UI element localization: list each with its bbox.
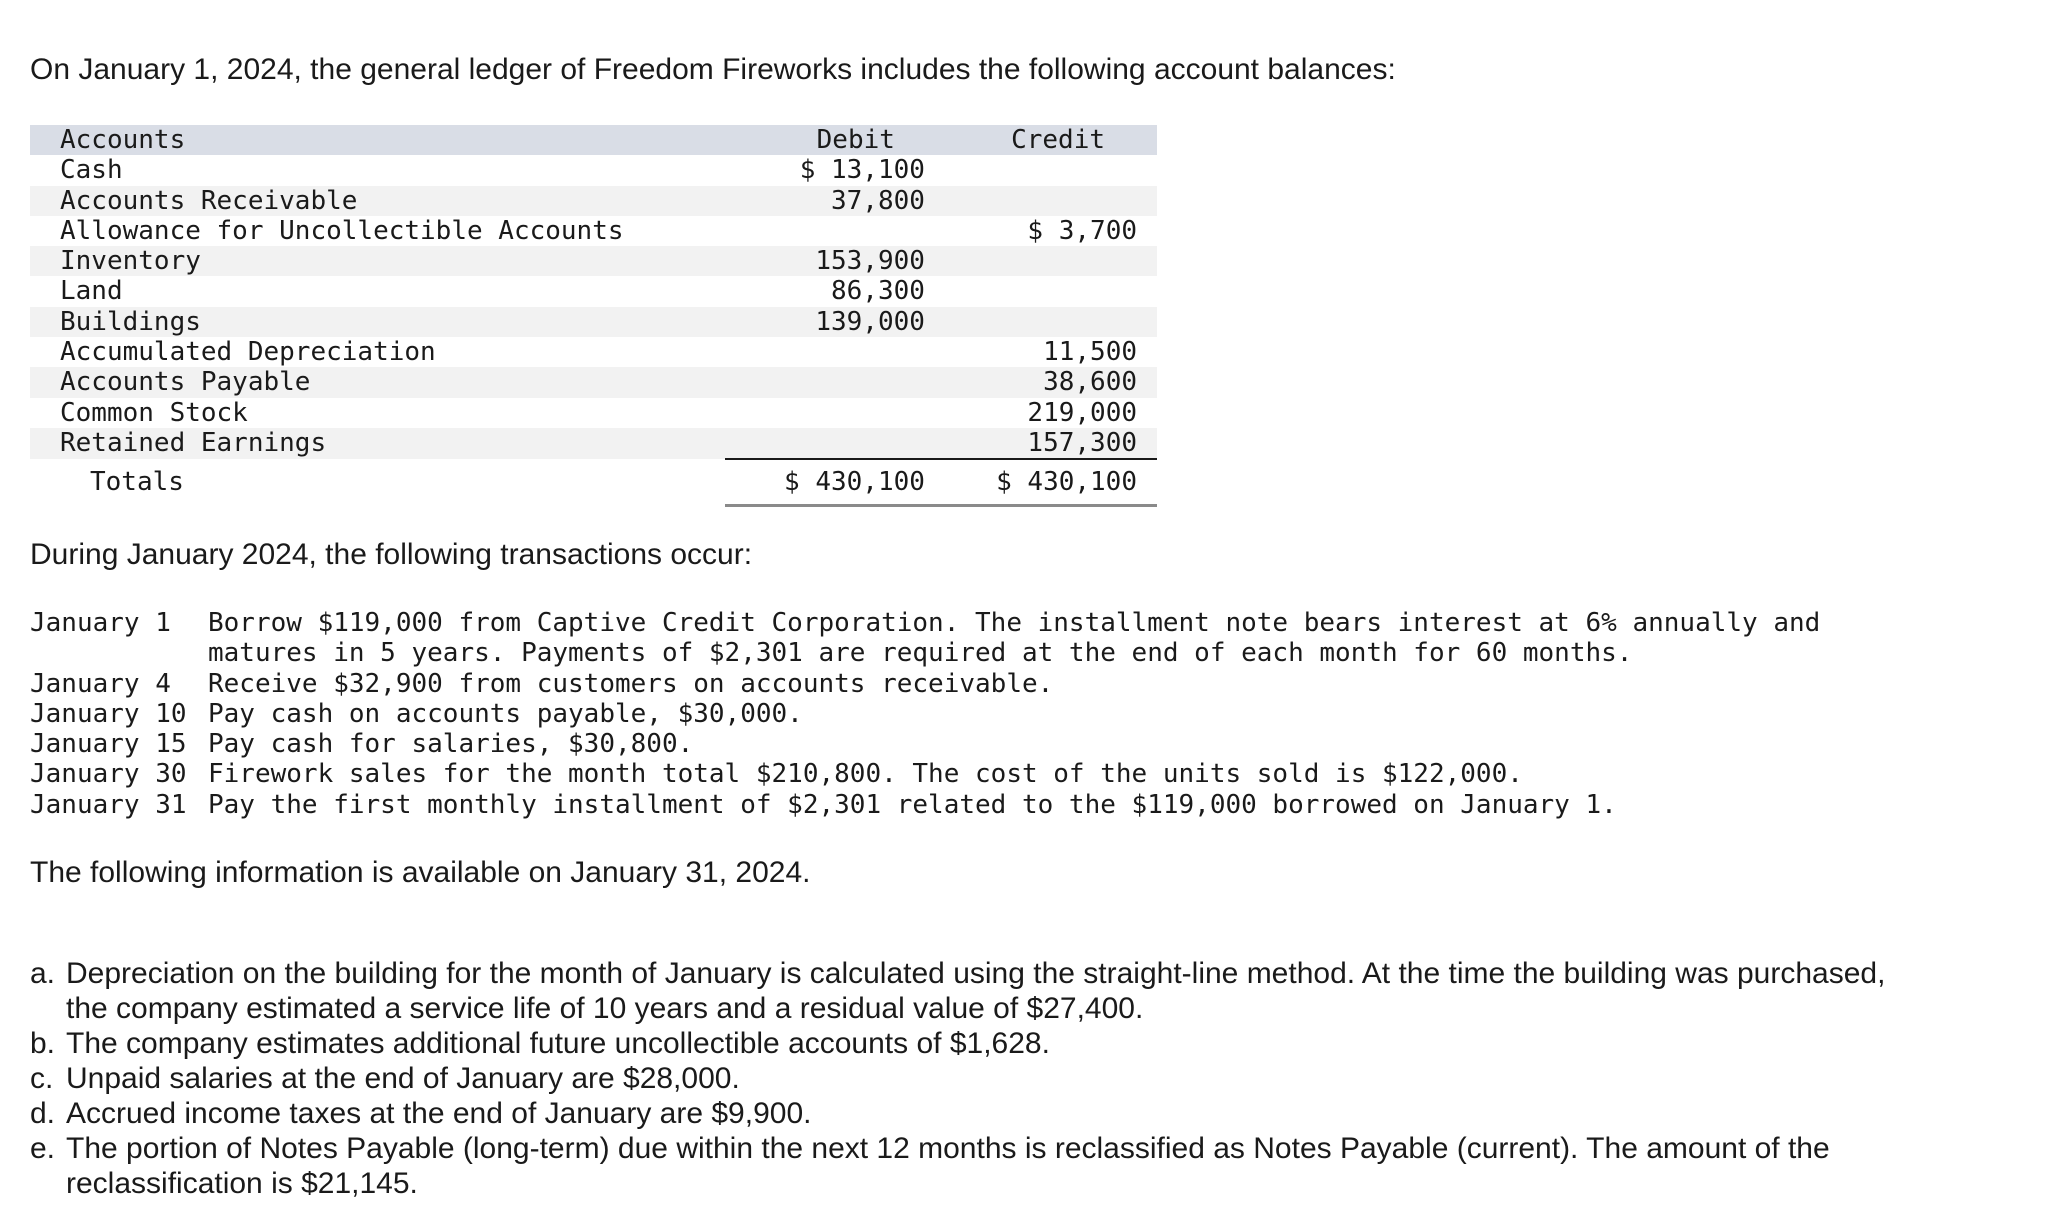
debit-value — [725, 367, 935, 397]
table-row — [30, 276, 1157, 306]
transaction-item — [30, 759, 1868, 789]
credit-value: $ 3,700 — [1027, 215, 1137, 246]
credit-value — [935, 276, 1157, 306]
table-row — [30, 307, 1157, 337]
table-row — [30, 155, 1157, 185]
transaction-item — [30, 608, 1868, 669]
debit-value: 86,300 — [831, 276, 925, 307]
account-name: Common Stock — [60, 397, 248, 428]
debit-value — [725, 428, 935, 459]
header-debit: Debit — [816, 125, 895, 155]
table-row — [30, 428, 1157, 459]
table-row — [30, 367, 1157, 397]
item-text: Accrued income taxes at the end of January are $9,900. — [66, 1097, 812, 1130]
credit-value: 11,500 — [1043, 337, 1137, 368]
item-label: c. — [30, 1062, 54, 1095]
item-text: Depreciation on the building for the month of January is calculated using the straight-line method. At the time the building was purchased, the company estimated a service life of 10 years and a residual value of $27,400. — [66, 957, 1886, 1025]
table-row — [30, 216, 1157, 246]
account-name: Land — [60, 276, 123, 307]
account-name: Inventory — [60, 246, 201, 277]
debit-value — [725, 398, 935, 428]
transaction-date: January 4 — [30, 668, 171, 699]
header-credit: Credit — [1011, 125, 1105, 155]
item-text: The portion of Notes Payable (long-term) due within the next 12 months is reclassified as Notes Payable (current). The amount of the reclassification is $21,145. — [66, 1132, 1830, 1200]
list-item — [30, 1026, 1930, 1061]
debit-value: $ 13,100 — [799, 155, 925, 186]
transaction-description: Borrow $119,000 from Captive Credit Corporation. The installment note bears interest at 6% annually and matures in 5 years. Payments of $2,301 are required at the end of each month for 60 months. — [208, 608, 1836, 669]
totals-debit: $ 430,100 — [725, 459, 935, 506]
table-row — [30, 186, 1157, 216]
item-label: b. — [30, 1027, 56, 1060]
table-row — [30, 246, 1157, 276]
account-name: Accounts Payable — [60, 367, 311, 398]
transaction-date: January 15 — [30, 729, 187, 760]
debit-value: 153,900 — [815, 246, 925, 277]
credit-value: 219,000 — [1027, 397, 1137, 428]
list-item — [30, 1131, 1930, 1201]
item-label: d. — [30, 1097, 56, 1130]
account-name: Accumulated Depreciation — [60, 337, 436, 368]
credit-value: 38,600 — [1043, 367, 1137, 398]
debit-value: 139,000 — [815, 306, 925, 337]
transaction-date: January 10 — [30, 698, 187, 729]
list-item — [30, 1061, 1930, 1096]
transaction-item — [30, 790, 1868, 820]
credit-value — [935, 307, 1157, 337]
transaction-date: January 1 — [30, 608, 171, 638]
account-name: Accounts Receivable — [60, 185, 358, 216]
table-row — [30, 337, 1157, 367]
additional-info-intro: The following information is available on January 31, 2024. — [30, 856, 811, 889]
account-name: Retained Earnings — [60, 428, 327, 459]
list-item — [30, 956, 1930, 1026]
debit-value: 37,800 — [831, 185, 925, 216]
credit-value: 157,300 — [1027, 427, 1137, 458]
debit-value — [725, 337, 935, 367]
additional-info-list — [30, 956, 1930, 1201]
item-label: a. — [30, 957, 56, 990]
account-name: Buildings — [60, 306, 201, 337]
debit-value — [725, 216, 935, 246]
list-item — [30, 1096, 1930, 1131]
table-row — [30, 398, 1157, 428]
transaction-date: January 30 — [30, 759, 187, 790]
totals-credit: $ 430,100 — [935, 459, 1157, 506]
item-text: Unpaid salaries at the end of January are $28,000. — [66, 1062, 740, 1095]
account-name: Cash — [60, 155, 123, 186]
transaction-description: Pay cash on accounts payable, $30,000. — [208, 698, 803, 729]
table-header-row — [30, 125, 1157, 155]
credit-value — [935, 186, 1157, 216]
totals-row — [30, 459, 1157, 506]
transactions-list — [30, 608, 1868, 820]
account-name: Allowance for Uncollectible Accounts — [60, 215, 624, 246]
transaction-date: January 31 — [30, 789, 187, 820]
account-balances-table — [30, 125, 1157, 507]
transaction-description: Pay the first monthly installment of $2,301 related to the $119,000 borrowed on January 1. — [208, 789, 1617, 820]
transaction-description: Pay cash for salaries, $30,800. — [208, 729, 694, 760]
transaction-description: Receive $32,900 from customers on accounts receivable. — [208, 668, 1054, 699]
transaction-description: Firework sales for the month total $210,800. The cost of the units sold is $122,000. — [208, 759, 1523, 790]
transaction-item — [30, 669, 1868, 699]
transaction-item — [30, 699, 1868, 729]
item-text: The company estimates additional future uncollectible accounts of $1,628. — [66, 1027, 1050, 1060]
header-accounts: Accounts — [60, 125, 186, 155]
item-label: e. — [30, 1132, 56, 1165]
credit-value — [935, 155, 1157, 185]
intro-text: On January 1, 2024, the general ledger of Freedom Fireworks includes the following account balances: — [30, 53, 1396, 86]
totals-label: Totals — [30, 459, 725, 506]
transactions-intro: During January 2024, the following transactions occur: — [30, 538, 753, 571]
credit-value — [935, 246, 1157, 276]
transaction-item — [30, 729, 1868, 759]
